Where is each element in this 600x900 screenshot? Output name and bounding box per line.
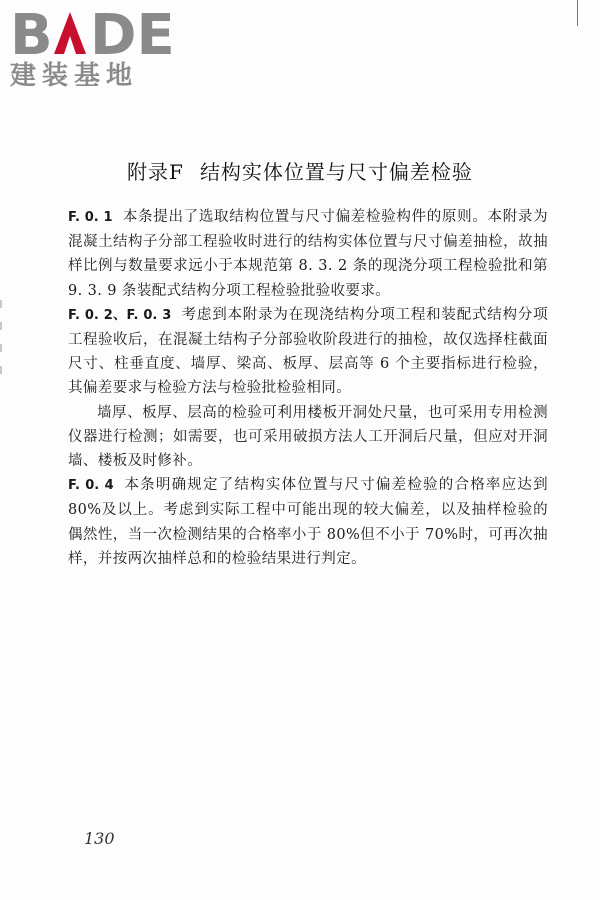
logo-subtitle: 建装基地 bbox=[10, 61, 139, 91]
brand-logo bbox=[10, 4, 180, 96]
scan-margin-marks bbox=[0, 300, 4, 390]
paragraph-continuation bbox=[68, 401, 548, 474]
clause-number: F. 0. 1 bbox=[68, 210, 113, 225]
svg-text:DE: DE bbox=[90, 4, 175, 60]
paragraph-f01 bbox=[68, 205, 548, 303]
clause-number: F. 0. 4 bbox=[68, 478, 114, 494]
paragraph-f02-f03 bbox=[68, 303, 548, 401]
document-body bbox=[68, 205, 548, 571]
bade-wordmark-icon bbox=[10, 4, 180, 60]
paragraph-text: 本条明确规定了结构实体位置与尺寸偏差检验的合格率应达到 80%及以上。考虑到实际工程中可能出现的较大偏差，以及抽样检验的偶然性，当一次检测结果的合格率小于 80%但不小于 70%时，可再次抽样，并按两次抽样总和的检验结果进行判定。 bbox=[68, 477, 548, 567]
paragraph-text: 考虑到本附录为在现浇结构分项工程和装配式结构分项工程验收后，在混凝土结构子分部验收阶段进行的抽检，故仅选择柱截面尺寸、柱垂直度、墙厚、梁高、板厚、层高等 6 个主要指标进行检验，其偏差要求与检验方法与检验批检验相同。 bbox=[68, 306, 548, 397]
page-number: 130 bbox=[84, 829, 115, 848]
svg-text:B: B bbox=[10, 4, 53, 60]
paragraph-f04 bbox=[68, 473, 548, 571]
paragraph-text: 墙厚、板厚、层高的检验可利用楼板开洞处尺量，也可采用专用检测仪器进行检测；如需要，也可采用破损方法人工开洞后尺量，但应对开洞墙、楼板及时修补。 bbox=[68, 404, 548, 470]
paragraph-text: 本条提出了选取结构位置与尺寸偏差检验构件的原则。本附录为混凝土结构子分部工程验收时进行的结构实体位置与尺寸偏差抽检，故抽样比例与数量要求远小于本规范第 8. 3. 2 条的现浇分项工程检验批和第 9. 3. 9 条装配式结构分项工程检验批验收要求。 bbox=[68, 209, 548, 299]
appendix-title bbox=[0, 156, 600, 185]
appendix-label: 附录F bbox=[127, 160, 184, 184]
appendix-heading: 结构实体位置与尺寸偏差检验 bbox=[199, 160, 473, 184]
scan-edge-mark bbox=[577, 0, 578, 26]
clause-number: F. 0. 2、F. 0. 3 bbox=[68, 307, 172, 323]
